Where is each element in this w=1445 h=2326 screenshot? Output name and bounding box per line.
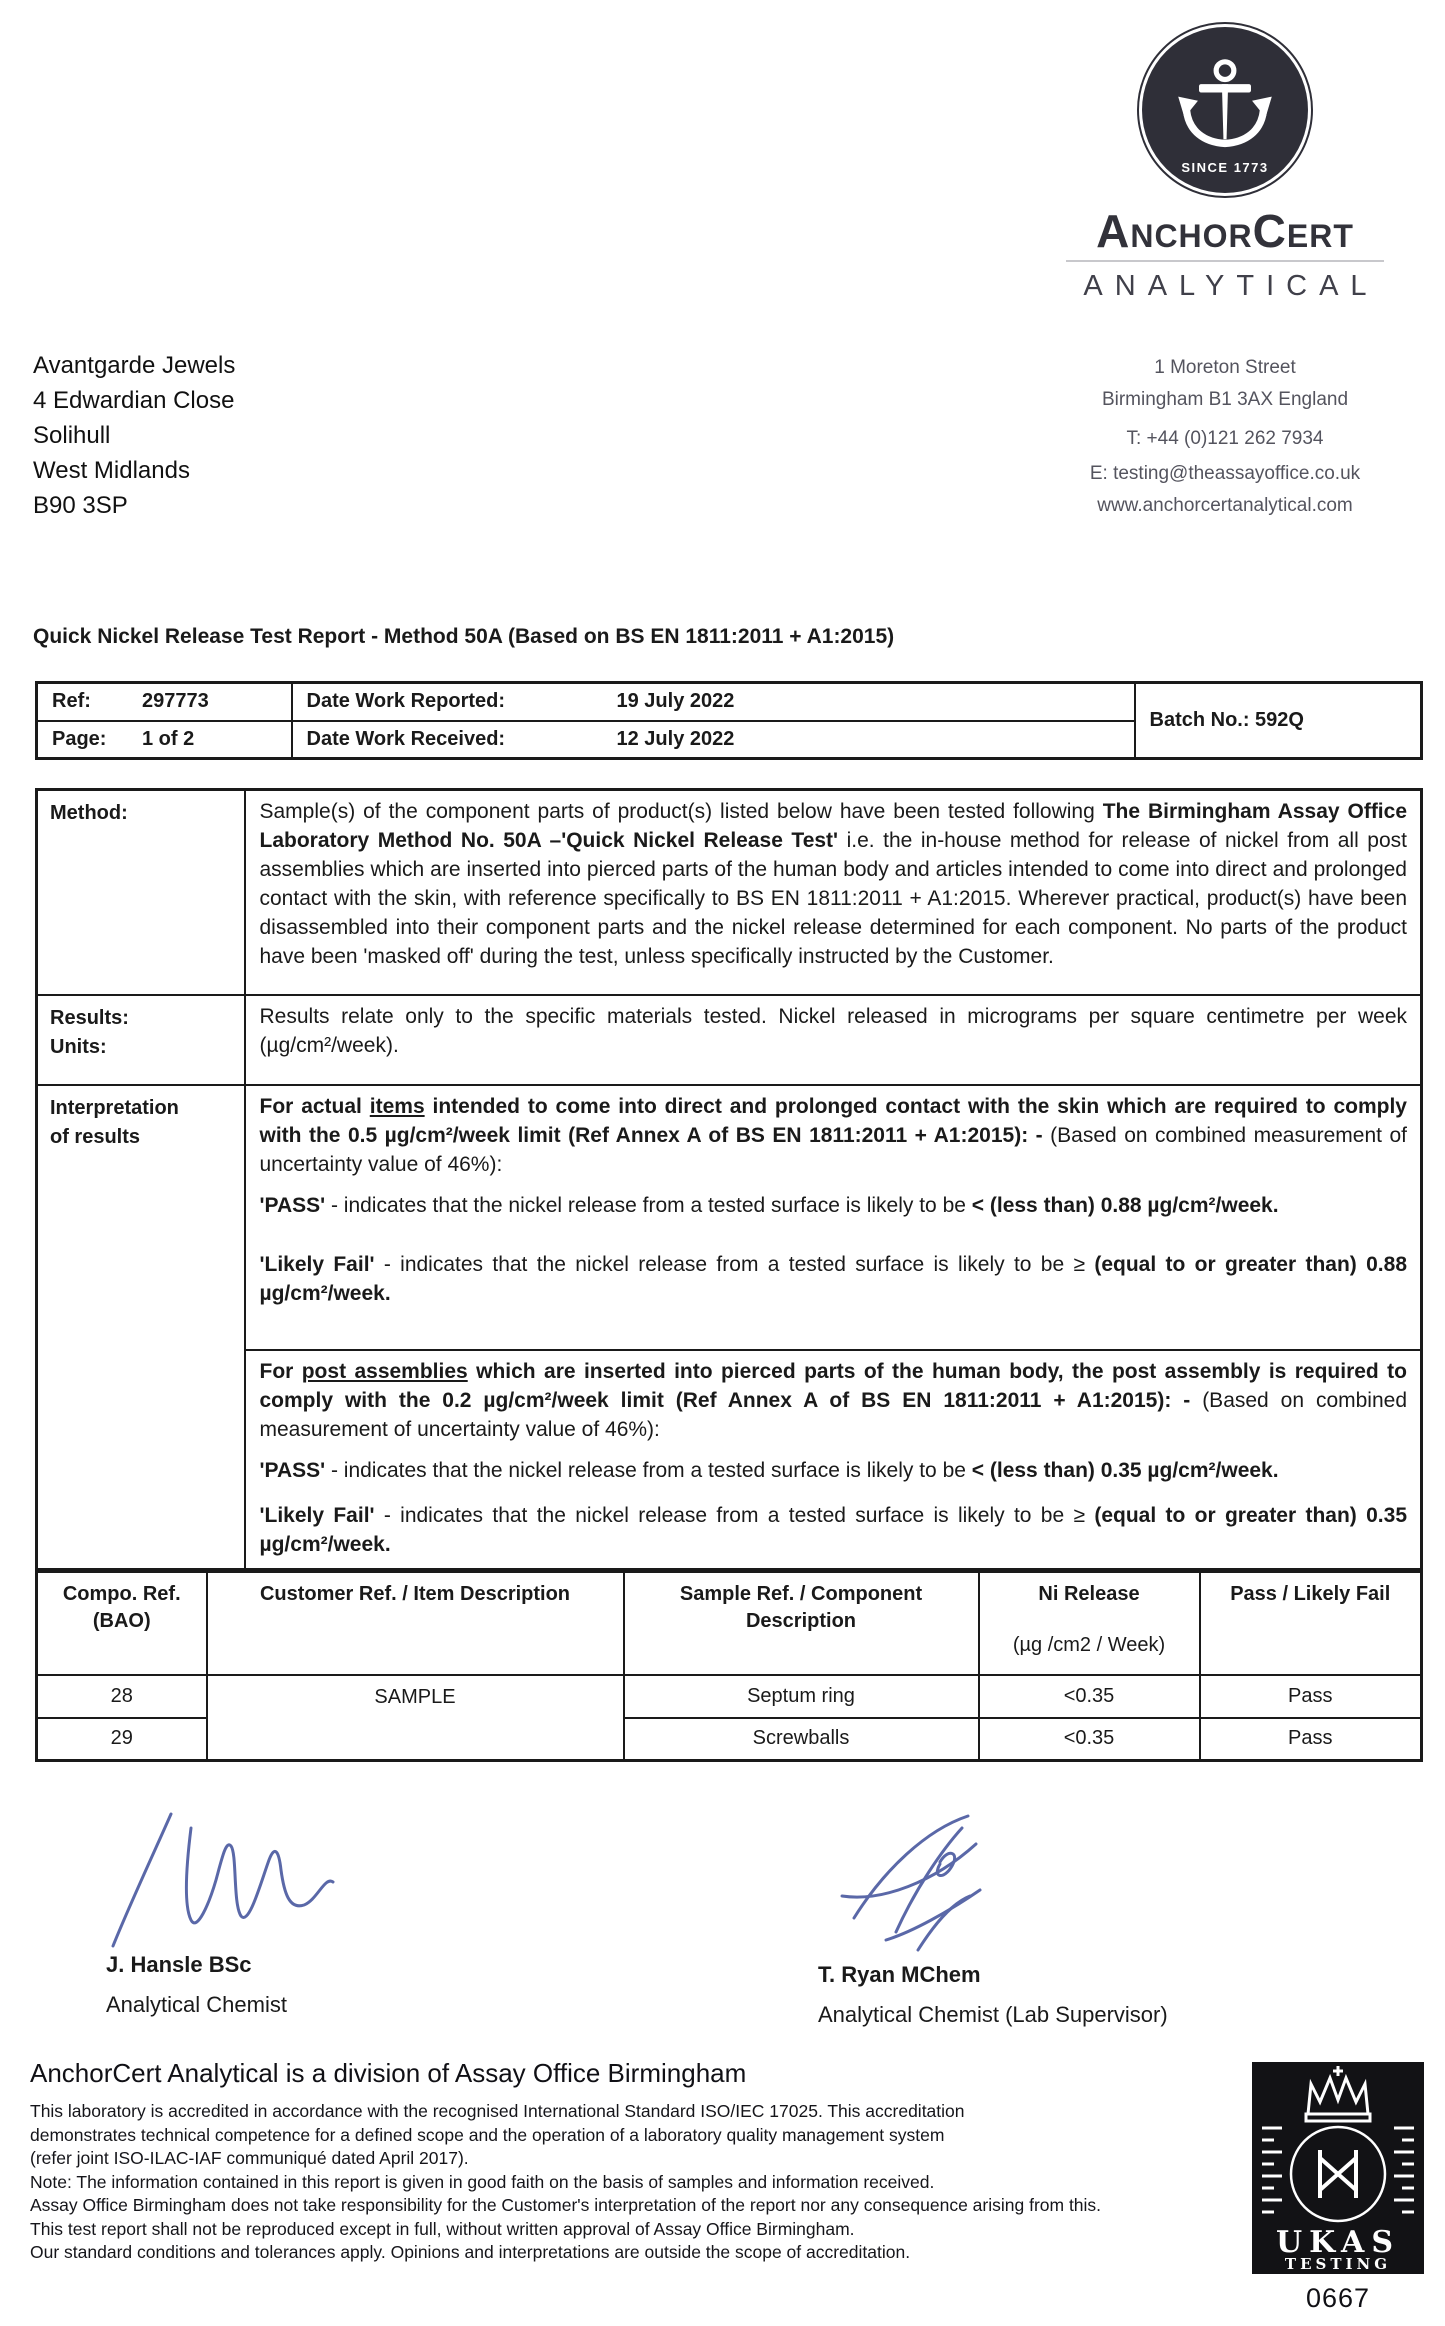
header-compo-ref (37, 1572, 207, 1675)
footer-note-line: Assay Office Birmingham does not take responsibility for the Customer's interpretation of the report nor any consequence arising from this. (30, 2195, 1102, 2215)
customer-address-line: West Midlands (33, 457, 190, 484)
ni-release-value: <0.35 (979, 1718, 1200, 1761)
table-row (37, 1350, 1422, 1570)
signature-chemist (95, 1788, 345, 1953)
date-reported-cell (292, 683, 1135, 721)
post-fail-definition: 'Likely Fail' - indicates that the nickel release from a tested surface is likely to be ≥ (equal to or greater than) 0.35 µg/cm²/week. (259, 1503, 1407, 1556)
reference-table (35, 681, 1423, 760)
table-header-row (37, 1572, 1422, 1675)
signature-stroke (95, 1788, 345, 1953)
logo-disc (1142, 27, 1308, 193)
interpretation-label (37, 1085, 245, 1570)
logo-ring (1137, 22, 1313, 198)
table-row (37, 1085, 1422, 1350)
ukas-testing-logo (1252, 2062, 1424, 2274)
logo-since-text: SINCE 1773 (1181, 159, 1269, 175)
signature-stroke (822, 1800, 1012, 1958)
anchorcert-logo (1060, 10, 1390, 303)
header-sample-ref (624, 1572, 979, 1675)
method-text (245, 790, 1422, 995)
results-label: Results: (50, 1006, 129, 1029)
date-received-value: 12 July 2022 (616, 727, 735, 750)
skin-fail-definition: 'Likely Fail' - indicates that the nickel release from a tested surface is likely to be ≥ (equal to or greater than) 0.88 µg/cm²/week. (259, 1252, 1407, 1305)
signer-name: J. Hansle BSc (106, 1952, 252, 1977)
header-text: Compo. Ref. (62, 1583, 181, 1605)
page-cell (37, 721, 292, 759)
results-table (35, 1570, 1423, 1762)
table-row (37, 995, 1422, 1085)
compo-ref-value: 28 (37, 1675, 207, 1718)
post-pass-definition: 'PASS' - indicates that the nickel release from a tested surface is likely to be < (less than) 0.35 µg/cm²/week. (259, 1458, 1279, 1482)
customer-address-line: 4 Edwardian Close (33, 387, 235, 414)
ref-cell (37, 683, 292, 721)
signer-title: Analytical Chemist (106, 1992, 287, 2017)
signature-supervisor (822, 1800, 1012, 1958)
header-text: Description (745, 1610, 857, 1632)
logo-sub-text: ANALYTICAL (1083, 270, 1379, 302)
table-row (37, 683, 1422, 721)
post-limit-intro: For post assemblies which are inserted into pierced parts of the human body, the post assembly is required to comply with the 0.2 µg/cm²/week limit (Ref Annex A of BS EN 1811:2011 + A1:2015): - (Based on combined measurement of uncertainty value of 46%): (259, 1359, 1407, 1441)
interpretation-label-line: Interpretation (50, 1096, 179, 1119)
table-row (37, 790, 1422, 995)
logo-brand-text: AnchorCert (1096, 205, 1354, 257)
footer-note-line: This test report shall not be reproduced except in full, without written approval of Assay Office Birmingham. (30, 2218, 855, 2239)
method-table (35, 788, 1423, 1571)
table-row (37, 1675, 1422, 1718)
ni-release-value: <0.35 (979, 1675, 1200, 1718)
component-value: Septum ring (624, 1675, 979, 1718)
units-label: Units: (50, 1035, 107, 1058)
footer-note-line: Note: The information contained in this report is given in good faith on the basis of samples and information received. (30, 2171, 935, 2192)
date-received-label: Date Work Received: (306, 727, 506, 750)
header-text: Ni Release (1038, 1583, 1140, 1605)
lab-website: www.anchorcertanalytical.com (1097, 495, 1353, 516)
customer-address-line: Avantgarde Jewels (33, 352, 236, 379)
date-reported-value: 19 July 2022 (616, 690, 735, 713)
result-value: Pass (1200, 1718, 1422, 1761)
customer-address (33, 348, 235, 523)
compo-ref-value: 29 (37, 1718, 207, 1761)
lab-address-line: Birmingham B1 3AX England (1101, 389, 1349, 410)
header-units: (µg /cm2 / Week) (1012, 1634, 1166, 1656)
header-customer-ref: Customer Ref. / Item Description (207, 1572, 624, 1675)
lab-address (1030, 352, 1420, 522)
footer-note-line: (refer joint ISO-ILAC-IAF communiqué dated April 2017). (30, 2148, 469, 2168)
interpretation-skin-block (245, 1085, 1422, 1350)
ref-value: 297773 (142, 690, 209, 713)
customer-ref-value: SAMPLE (207, 1675, 624, 1761)
component-value: Screwballs (624, 1718, 979, 1761)
skin-limit-intro: For actual items intended to come into direct and prolonged contact with the skin which are required to comply with the 0.5 µg/cm²/week limit (Ref Annex A of BS EN 1811:2011 + A1:2015): - (Based on combined measurement of uncertainty value of 46%): (259, 1094, 1407, 1176)
lab-phone: T: +44 (0)121 262 7934 (1126, 428, 1324, 449)
ukas-accreditation-mark (1252, 2062, 1424, 2314)
footer-note-line: demonstrates technical competence for a defined scope and the operation of a laboratory quality management system (30, 2124, 945, 2145)
footer-note-line: This laboratory is accredited in accordance with the recognised International Standard ISO/IEC 17025. This accreditation (30, 2101, 965, 2121)
signer-name: T. Ryan MChem (818, 1962, 981, 1987)
result-value: Pass (1200, 1675, 1422, 1718)
page-value: 1 of 2 (142, 727, 195, 750)
report-title: Quick Nickel Release Test Report - Method 50A (Based on BS EN 1811:2011 + A1:2015) (33, 625, 895, 648)
ref-label: Ref: (52, 690, 91, 713)
header-pass-fail: Pass / Likely Fail (1200, 1572, 1422, 1675)
logo-divider (1066, 260, 1384, 262)
skin-pass-definition: 'PASS' - indicates that the nickel release from a tested surface is likely to be < (less than) 0.88 µg/cm²/week. (259, 1193, 1279, 1217)
header-text: Sample Ref. / Component (679, 1583, 923, 1605)
anchor-icon (1173, 54, 1277, 158)
ukas-type-text: TESTING (1284, 2255, 1392, 2273)
lab-address-line: 1 Moreton Street (1154, 357, 1296, 378)
interpretation-label-line: of results (50, 1125, 141, 1148)
customer-address-line: B90 3SP (33, 492, 128, 519)
method-paragraph: Sample(s) of the component parts of product(s) listed below have been tested following The Birmingham Assay Office Laboratory Method No. 50A –'Quick Nickel Release Test' i.e. the in-house method for release of nickel from all post assemblies which are inserted into pierced parts of the human body and articles intended to come into direct and prolonged contact with the skin, with reference specifically to BS EN 1811:2011 + A1:2015. Wherever practical, product(s) have been disassembled into their component parts and the nickel release determined for each component. No parts of the product have been 'masked off' during the test, unless specifically instructed by the Customer. (259, 800, 1407, 968)
page-label: Page: (52, 727, 107, 750)
batch-cell: Batch No.: 592Q (1135, 683, 1422, 759)
lab-email: E: testing@theassayoffice.co.uk (1089, 463, 1361, 484)
signer-title: Analytical Chemist (Lab Supervisor) (818, 2002, 1168, 2027)
date-received-cell (292, 721, 1135, 759)
division-statement: AnchorCert Analytical is a division of Assay Office Birmingham (30, 2058, 747, 2088)
footer-note-line: Our standard conditions and tolerances apply. Opinions and interpretations are outside the scope of accreditation. (30, 2242, 911, 2262)
results-units-label (37, 995, 245, 1085)
method-label: Method: (37, 790, 245, 995)
results-units-text: Results relate only to the specific materials tested. Nickel released in micrograms per square centimetre per week (µg/cm²/week). (245, 995, 1422, 1085)
header-ni-release (979, 1572, 1200, 1675)
date-reported-label: Date Work Reported: (306, 690, 506, 713)
interpretation-post-block (245, 1350, 1422, 1570)
ukas-number: 0667 (1305, 2283, 1371, 2313)
header-text: (BAO) (92, 1610, 151, 1632)
footer-notes (30, 2100, 1101, 2265)
customer-address-line: Solihull (33, 422, 111, 449)
ukas-name-text: UKAS (1276, 2225, 1400, 2260)
